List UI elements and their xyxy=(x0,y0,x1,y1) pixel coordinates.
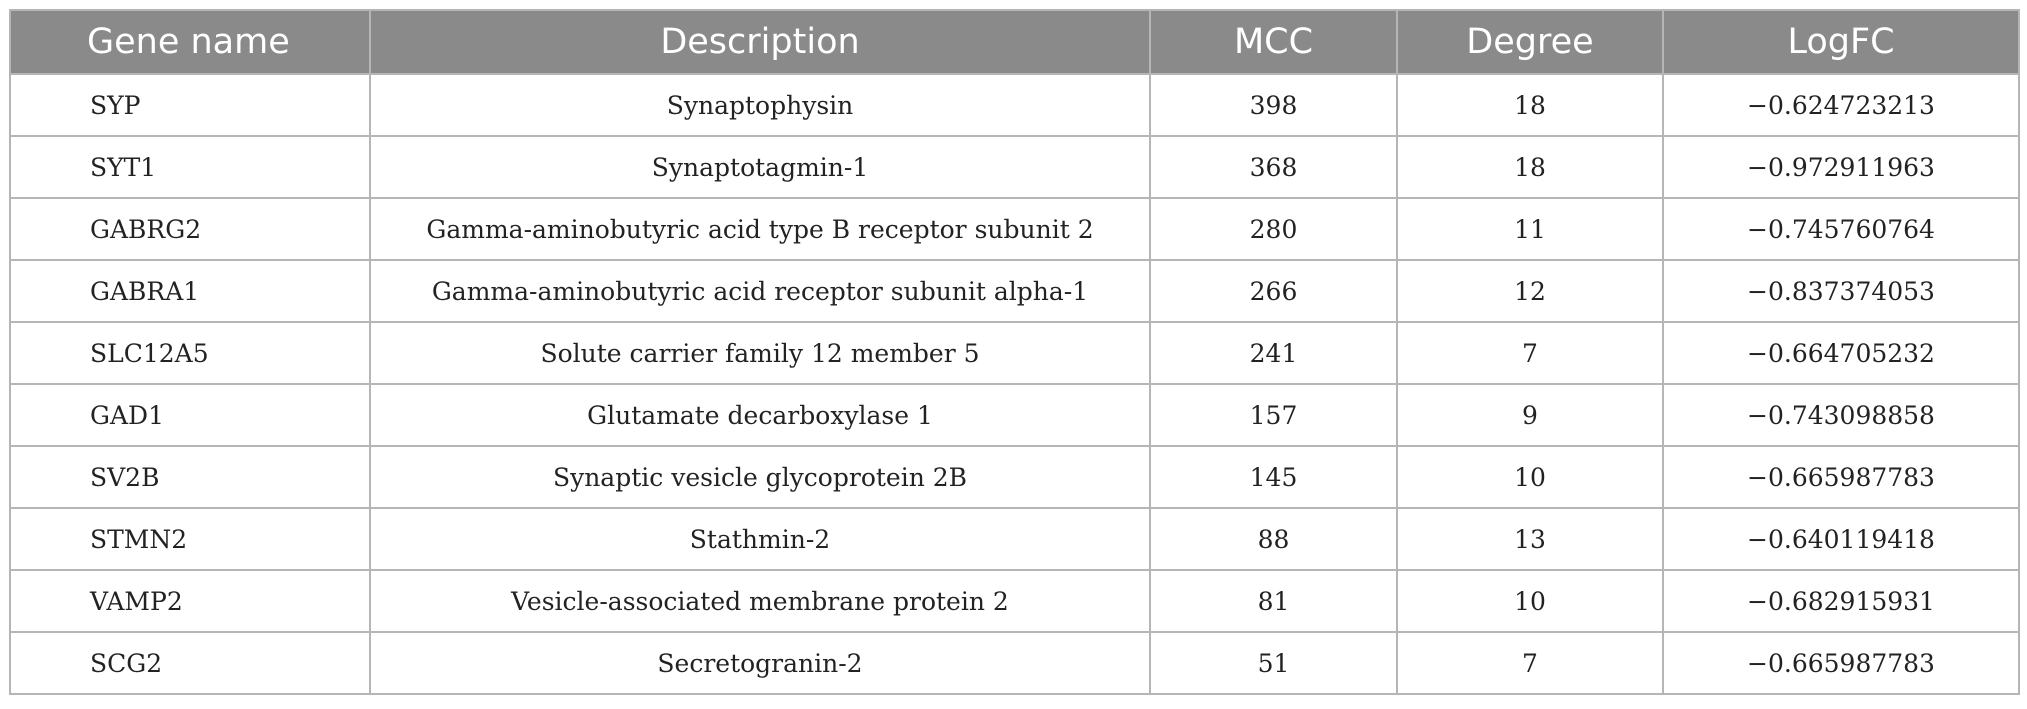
cell-mcc: 157 xyxy=(1150,384,1397,446)
table-row xyxy=(10,136,2019,198)
cell-gene-name: SYP xyxy=(10,74,370,136)
table-row xyxy=(10,570,2019,632)
cell-degree: 7 xyxy=(1397,632,1663,694)
cell-degree: 7 xyxy=(1397,322,1663,384)
cell-logfc: −0.682915931 xyxy=(1663,570,2019,632)
cell-gene-name: GAD1 xyxy=(10,384,370,446)
cell-mcc: 145 xyxy=(1150,446,1397,508)
cell-mcc: 266 xyxy=(1150,260,1397,322)
cell-gene-name: GABRA1 xyxy=(10,260,370,322)
cell-degree: 9 xyxy=(1397,384,1663,446)
header-degree: Degree xyxy=(1397,10,1663,74)
cell-description: Vesicle-associated membrane protein 2 xyxy=(370,570,1150,632)
cell-logfc: −0.624723213 xyxy=(1663,74,2019,136)
cell-mcc: 241 xyxy=(1150,322,1397,384)
cell-mcc: 398 xyxy=(1150,74,1397,136)
cell-gene-name: GABRG2 xyxy=(10,198,370,260)
cell-logfc: −0.837374053 xyxy=(1663,260,2019,322)
data-table-container xyxy=(9,9,2018,699)
table-row xyxy=(10,74,2019,136)
cell-gene-name: SYT1 xyxy=(10,136,370,198)
cell-description: Secretogranin-2 xyxy=(370,632,1150,694)
cell-degree: 13 xyxy=(1397,508,1663,570)
cell-description: Synaptic vesicle glycoprotein 2B xyxy=(370,446,1150,508)
cell-description: Stathmin-2 xyxy=(370,508,1150,570)
header-logfc: LogFC xyxy=(1663,10,2019,74)
cell-description: Gamma-aminobutyric acid receptor subunit alpha-1 xyxy=(370,260,1150,322)
table-row xyxy=(10,384,2019,446)
cell-logfc: −0.972911963 xyxy=(1663,136,2019,198)
table-row xyxy=(10,508,2019,570)
cell-degree: 12 xyxy=(1397,260,1663,322)
table-row xyxy=(10,198,2019,260)
cell-description: Gamma-aminobutyric acid type B receptor subunit 2 xyxy=(370,198,1150,260)
cell-degree: 10 xyxy=(1397,446,1663,508)
cell-logfc: −0.664705232 xyxy=(1663,322,2019,384)
cell-mcc: 88 xyxy=(1150,508,1397,570)
cell-mcc: 51 xyxy=(1150,632,1397,694)
cell-mcc: 280 xyxy=(1150,198,1397,260)
cell-gene-name: SLC12A5 xyxy=(10,322,370,384)
cell-logfc: −0.640119418 xyxy=(1663,508,2019,570)
cell-gene-name: SCG2 xyxy=(10,632,370,694)
cell-logfc: −0.665987783 xyxy=(1663,446,2019,508)
gene-table xyxy=(9,9,2020,695)
cell-description: Synaptophysin xyxy=(370,74,1150,136)
header-mcc: MCC xyxy=(1150,10,1397,74)
cell-logfc: −0.743098858 xyxy=(1663,384,2019,446)
table-row xyxy=(10,260,2019,322)
cell-logfc: −0.745760764 xyxy=(1663,198,2019,260)
cell-logfc: −0.665987783 xyxy=(1663,632,2019,694)
cell-mcc: 368 xyxy=(1150,136,1397,198)
header-description: Description xyxy=(370,10,1150,74)
cell-degree: 18 xyxy=(1397,136,1663,198)
cell-degree: 11 xyxy=(1397,198,1663,260)
table-row xyxy=(10,446,2019,508)
header-row xyxy=(10,10,2019,74)
cell-gene-name: SV2B xyxy=(10,446,370,508)
cell-description: Solute carrier family 12 member 5 xyxy=(370,322,1150,384)
table-row xyxy=(10,632,2019,694)
cell-gene-name: VAMP2 xyxy=(10,570,370,632)
header-gene-name: Gene name xyxy=(10,10,370,74)
cell-description: Glutamate decarboxylase 1 xyxy=(370,384,1150,446)
cell-description: Synaptotagmin-1 xyxy=(370,136,1150,198)
cell-mcc: 81 xyxy=(1150,570,1397,632)
cell-degree: 10 xyxy=(1397,570,1663,632)
cell-degree: 18 xyxy=(1397,74,1663,136)
table-row xyxy=(10,322,2019,384)
cell-gene-name: STMN2 xyxy=(10,508,370,570)
